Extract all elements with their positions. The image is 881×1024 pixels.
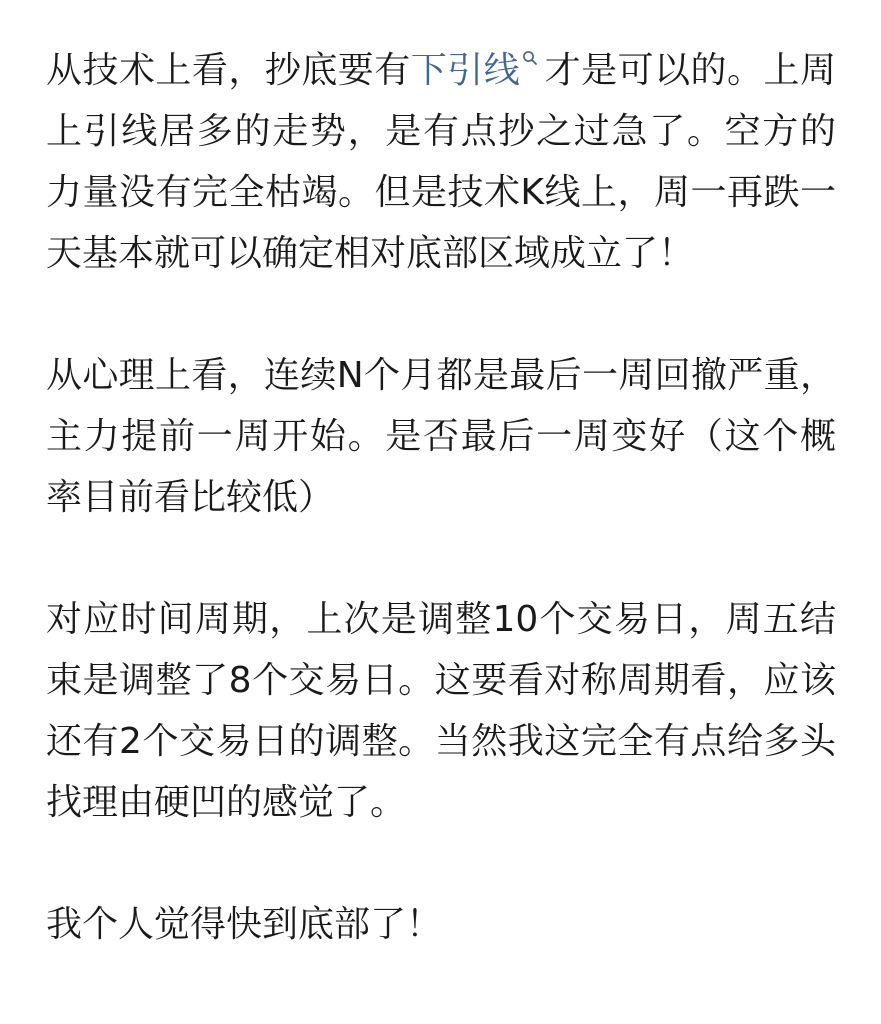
keyword-link-lower-shadow[interactable]: 下引线 — [410, 50, 521, 91]
paragraph-conclusion: 我个人觉得快到底部了！ — [46, 904, 443, 945]
paragraph-psychology: 从心理上看，连续N个月都是最后一周回撤严重，主力提前一周开始。是否最后一周变好（这个概率目前看比较低） — [46, 355, 836, 518]
search-icon[interactable] — [522, 40, 540, 70]
paragraph-technical — [46, 40, 836, 284]
paragraph-text: 才是可以的。上周上引线居多的走势，是有点抄之过急了。空方的力量没有完全枯竭。但是技术K线上，周一再跌一天基本就可以确定相对底部区域成立了！ — [46, 50, 836, 274]
paragraph-cycle: 对应时间周期，上次是调整10个交易日，周五结束是调整了8个交易日。这要看对称周期看，应该还有2个交易日的调整。当然我这完全有点给多头找理由硬凹的感觉了。 — [46, 599, 836, 823]
article-body — [46, 40, 836, 955]
paragraph-text: 从技术上看，抄底要有 — [46, 50, 411, 91]
